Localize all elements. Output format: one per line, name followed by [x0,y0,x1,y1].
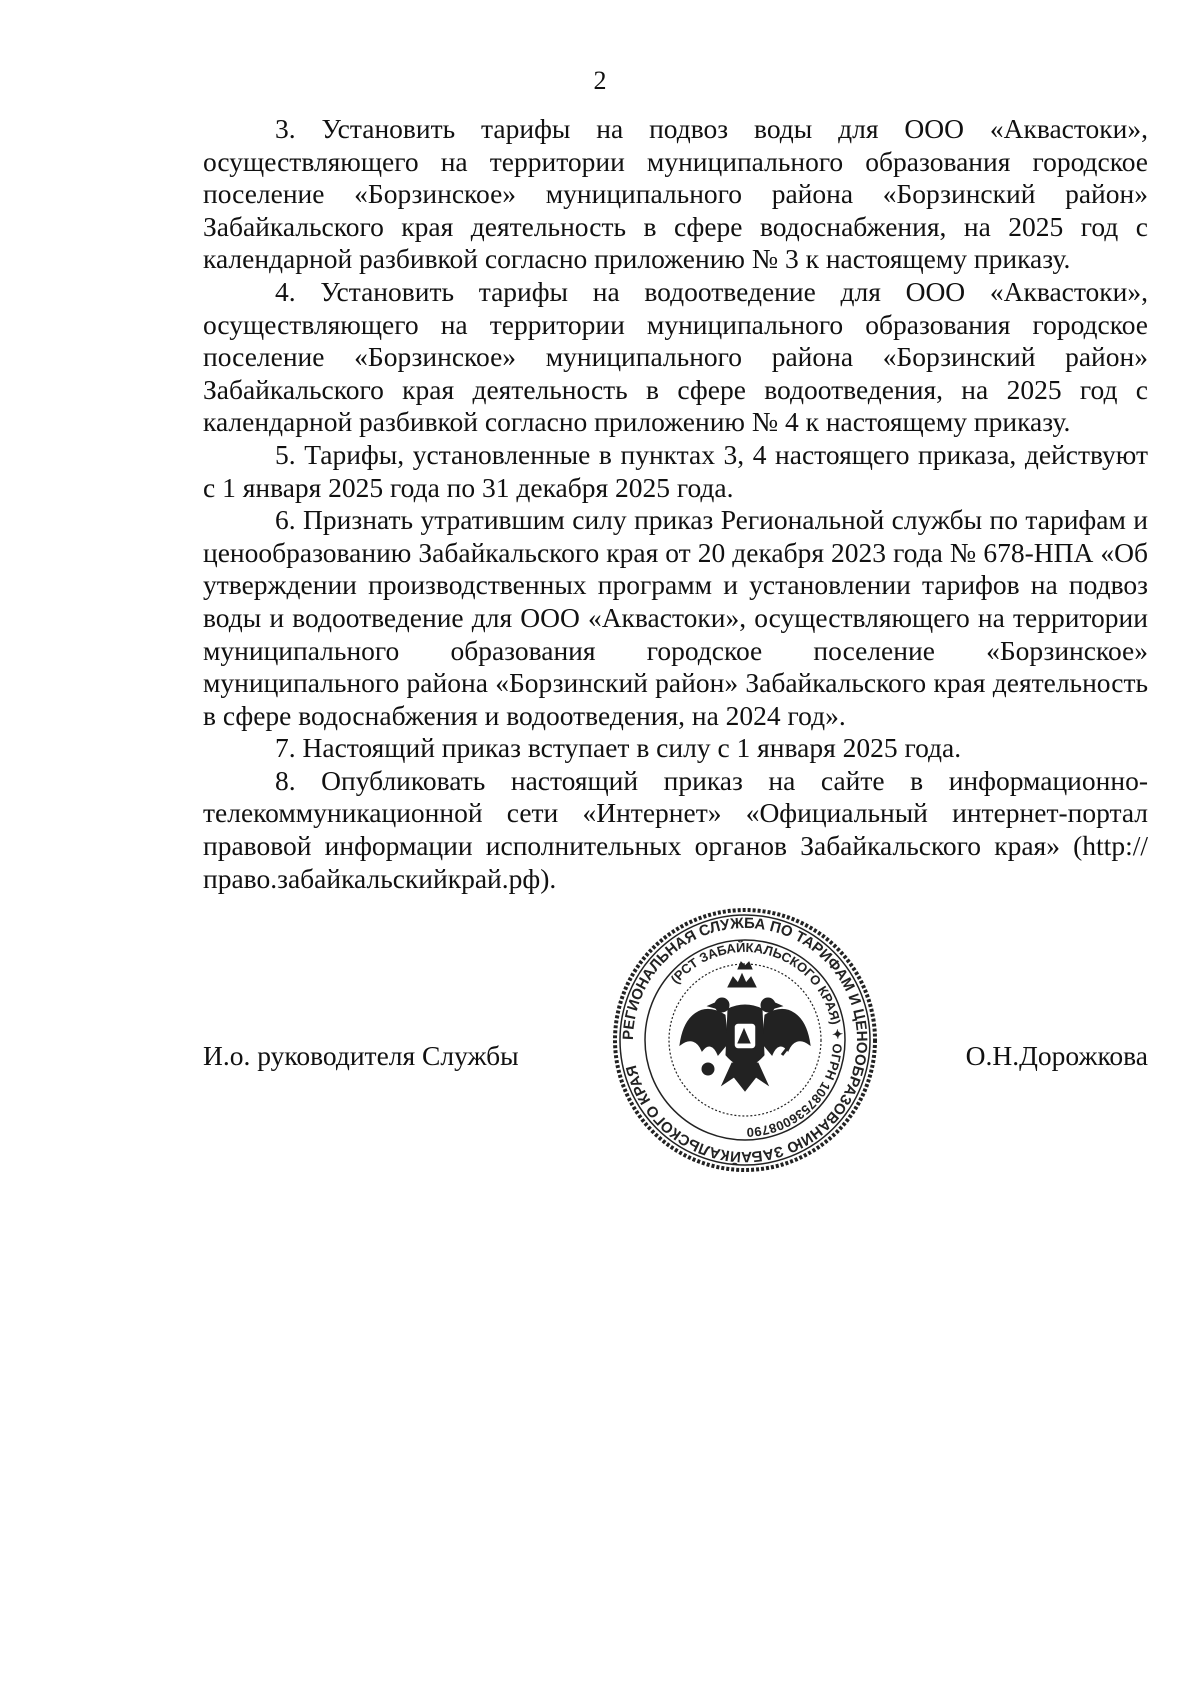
paragraph-8: 8. Опубликовать настоящий приказ на сайте в информационно-телекоммуникационной сети «Интернет» «Официальный интернет-портал правовой информации исполнительных органов Забайкальского края» (http://право.забайкальскийкрай.рф). [203,764,1148,894]
paragraph-4: 4. Установить тарифы на водоотведение для ООО «Аквастоки», осуществляющего на территории муниципального образования городское поселение «Борзинское» муниципального района «Борзинский район» Забайкальского края деятельность в сфере водоотведения, на 2025 год с календарной разбивкой согласно приложению № 4 к настоящему приказу. [203,275,1148,438]
seal-inner-text: (РСТ ЗАБАЙКАЛЬСКОГО КРАЯ) ✦ ОГРН 1087536008790 [667,939,846,1141]
page-number: 2 [593,66,607,95]
paragraph-3: 3. Установить тарифы на подвоз воды для ООО «Аквастоки», осуществляющего на территории муниципального образования городское поселение «Борзинское» муниципального района «Борзинский район» Забайкальского края деятельность в сфере водоснабжения, на 2025 год с календарной разбивкой согласно приложению № 3 к настоящему приказу. [203,113,1148,275]
russian-coat-of-arms-icon [680,962,810,1091]
paragraph-5: 5. Тарифы, установленные в пунктах 3, 4 настоящего приказа, действуют с 1 января 2025 года по 31 декабря 2025 года. [203,438,1148,503]
paragraph-6: 6. Признать утратившим силу приказ Региональной службы по тарифам и ценообразованию Забайкальского края от 20 декабря 2023 года № 678-НПА «Об утверждении производственных программ и установлении тарифов на подвоз воды и водоотведение для ООО «Аквастоки», осуществляющего на территории муниципального образования городское поселение «Борзинское» муниципального района «Борзинский район» Забайкальского края деятельность в сфере водоснабжения и водоотведения, на 2024 год». [203,504,1148,731]
signer-name: О.Н.Дорожкова [965,1040,1148,1071]
document-body [203,113,1148,895]
official-seal [610,905,880,1175]
seal-outer-text: РЕГИОНАЛЬНАЯ СЛУЖБА ПО ТАРИФАМ И ЦЕНООБРАЗОВАНИЮ ЗАБАЙКАЛЬСКОГО КРАЯ [619,914,871,1166]
seal-stamp-icon [610,905,880,1175]
paragraph-7: 7. Настоящий приказ вступает в силу с 1 января 2025 года. [275,732,962,764]
signer-title: И.о. руководителя Службы [203,1040,519,1071]
